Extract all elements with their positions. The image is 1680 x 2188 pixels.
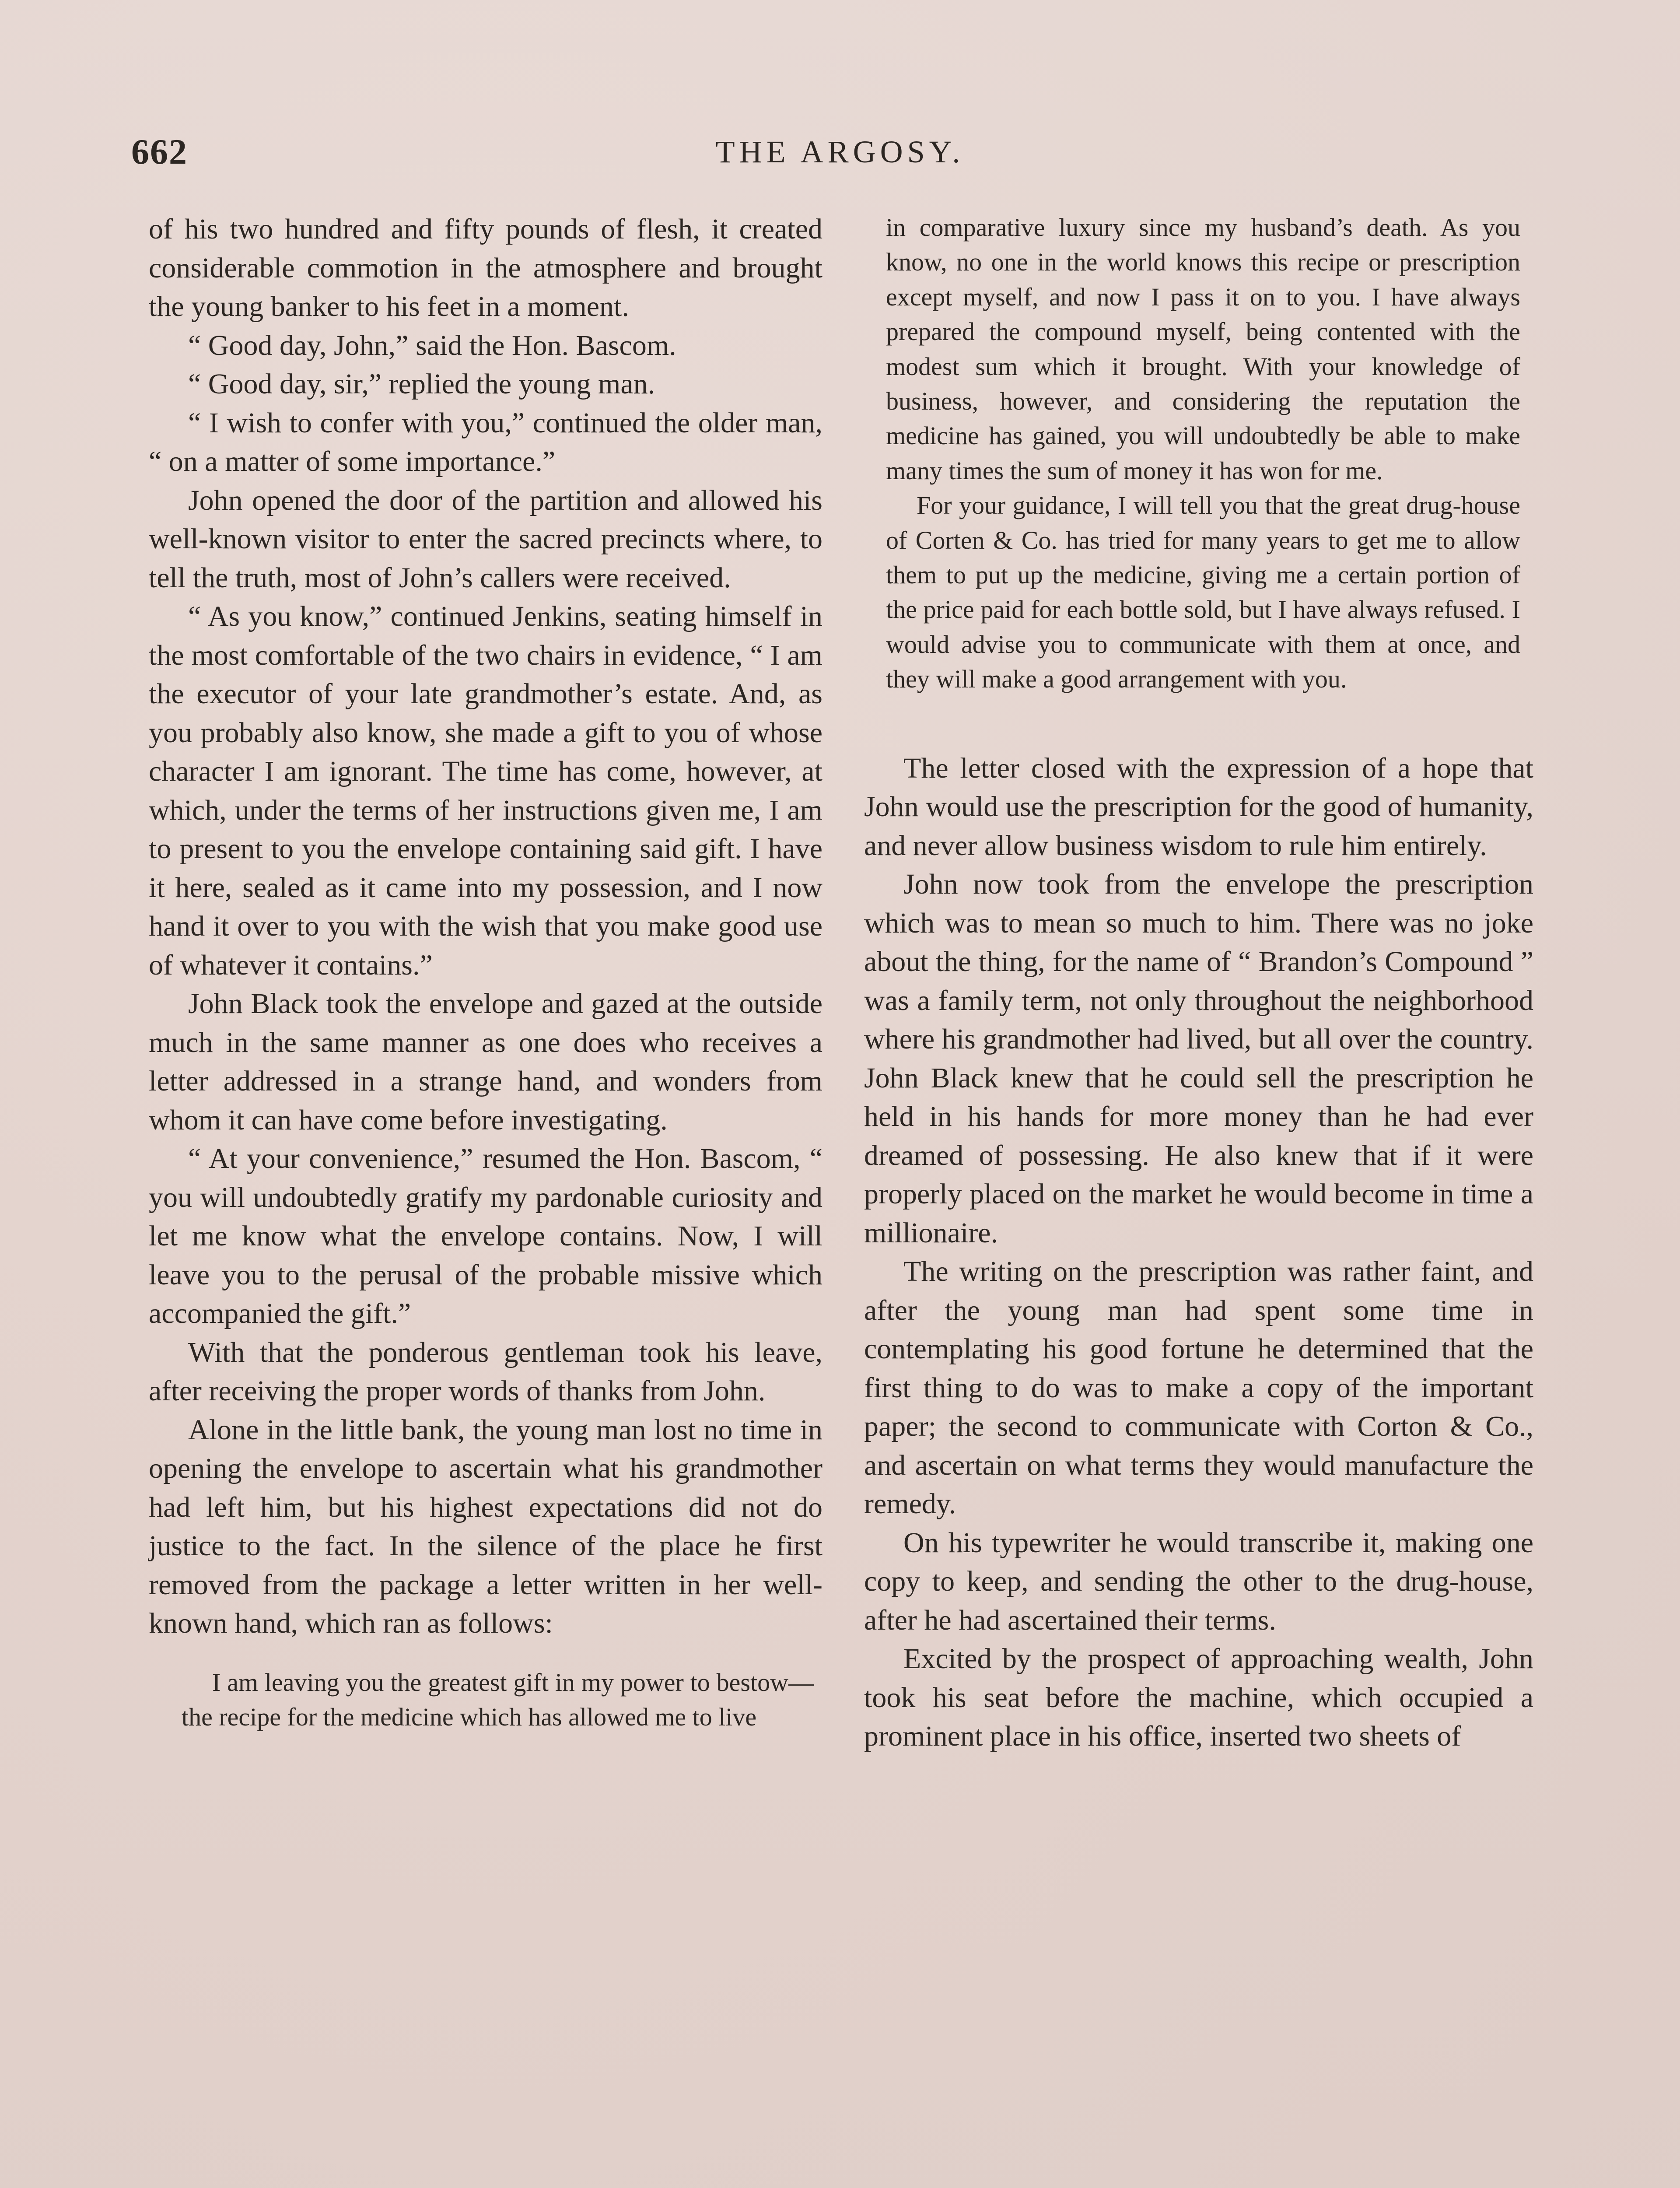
body-paragraph: “ Good day, John,” said the Hon. Bascom.	[188, 329, 676, 361]
left-column	[149, 210, 822, 1734]
running-title: THE ARGOSY.	[715, 134, 965, 169]
body-paragraph: “ Good day, sir,” replied the young man.	[188, 368, 655, 400]
page-number: 662	[131, 132, 188, 172]
body-paragraph: With that the ponderous gentleman took his leave, after receiving the proper words of thanks from John.	[149, 1336, 822, 1407]
body-paragraph: The letter closed with the expression of a hope that John would use the prescription for the good of humanity, and never allow business wisdom to rule him entirely.	[864, 752, 1533, 862]
body-paragraph: “ I wish to confer with you,” continued the older man, “ on a matter of some importance.”	[149, 407, 822, 477]
body-paragraph: Alone in the little bank, the young man lost no time in opening the envelope to ascertain what his grandmother had left him, but his highest expectations did not do justice to the fact. In the silence of the place he first removed from the package a letter written in her well-known hand, which ran as follows:	[149, 1413, 822, 1639]
quoted-letter-continued	[886, 210, 1520, 697]
page-header	[0, 131, 1680, 179]
body-paragraph: The writing on the prescription was rather faint, and after the young man had spent some time in contemplating his good fortune he determined that the first thing to do was to make a copy of the important paper; the second to communicate with Corton & Co., and ascertain on what terms they would manufacture the remedy.	[864, 1255, 1533, 1520]
body-paragraph: John Black took the envelope and gazed at the outside much in the same manner as one does who receives a letter addressed in a strange hand, and wonders from whom it can have come before investigating.	[149, 988, 822, 1136]
section-spacer	[864, 697, 1533, 749]
body-paragraph: “ At your convenience,” resumed the Hon. Bascom, “ you will undoubtedly gratify my pardonable curiosity and let me know what the envelope contains. Now, I will leave you to the perusal of the probable missive which accompanied the gift.”	[149, 1143, 822, 1329]
body-paragraph: John opened the door of the partition and allowed his well-known visitor to enter the sacred precincts where, to tell the truth, most of John’s callers were received.	[149, 484, 822, 594]
letter-paragraph: in comparative luxury since my husband’s death. As you know, no one in the world knows this recipe or prescription except myself, and now I pass it on to you. I have always prepared the compound myself, being contented with the modest sum which it brought. With your knowledge of business, however, and considering the reputation the medicine has gained, you will undoubtedly be able to make many times the sum of money it has won for me.	[886, 213, 1520, 485]
body-paragraph: John now took from the envelope the prescription which was to mean so much to him. There was no joke about the thing, for the name of “ Brandon’s Compound ” was a family term, not only throughout the neighborhood where his grandmother had lived, but all over the country. John Black knew that he could sell the prescription he held in his hands for more money than he had ever dreamed of possessing. He also knew that if it were properly placed on the market he would become in time a millionaire.	[864, 868, 1533, 1249]
letter-paragraph: I am leaving you the greatest gift in my power to bestow—the recipe for the medicine which has allowed me to live	[182, 1668, 814, 1731]
right-column	[864, 210, 1533, 1756]
letter-paragraph: For your guidance, I will tell you that the great drug-house of Corten & Co. has tried for many years to get me to allow them to put up the medicine, giving me a certain portion of the price paid for each bottle sold, but I have always refused. I would advise you to communicate with them at once, and they will make a good arrangement with you.	[886, 491, 1520, 694]
body-paragraph: Excited by the prospect of approaching wealth, John took his seat before the machine, which occupied a prominent place in his office, inserted two sheets of	[864, 1643, 1533, 1753]
body-paragraph: of his two hundred and fifty pounds of flesh, it created considerable commotion in the atmosphere and brought the young banker to his feet in a moment.	[149, 213, 822, 323]
body-paragraph: “ As you know,” continued Jenkins, seating himself in the most comfortable of the two chairs in evidence, “ I am the executor of your late grandmother’s estate. And, as you probably also know, she made a gift to you of whose character I am ignorant. The time has come, however, at which, under the terms of her instructions given me, I am to present to you the envelope containing said gift. I have it here, sealed as it came into my possession, and I now hand it over to you with the wish that you make good use of whatever it contains.”	[149, 600, 822, 981]
body-paragraph: On his typewriter he would transcribe it, making one copy to keep, and sending the other to the drug-house, after he had ascertained their terms.	[864, 1526, 1533, 1636]
quoted-letter	[182, 1665, 814, 1735]
